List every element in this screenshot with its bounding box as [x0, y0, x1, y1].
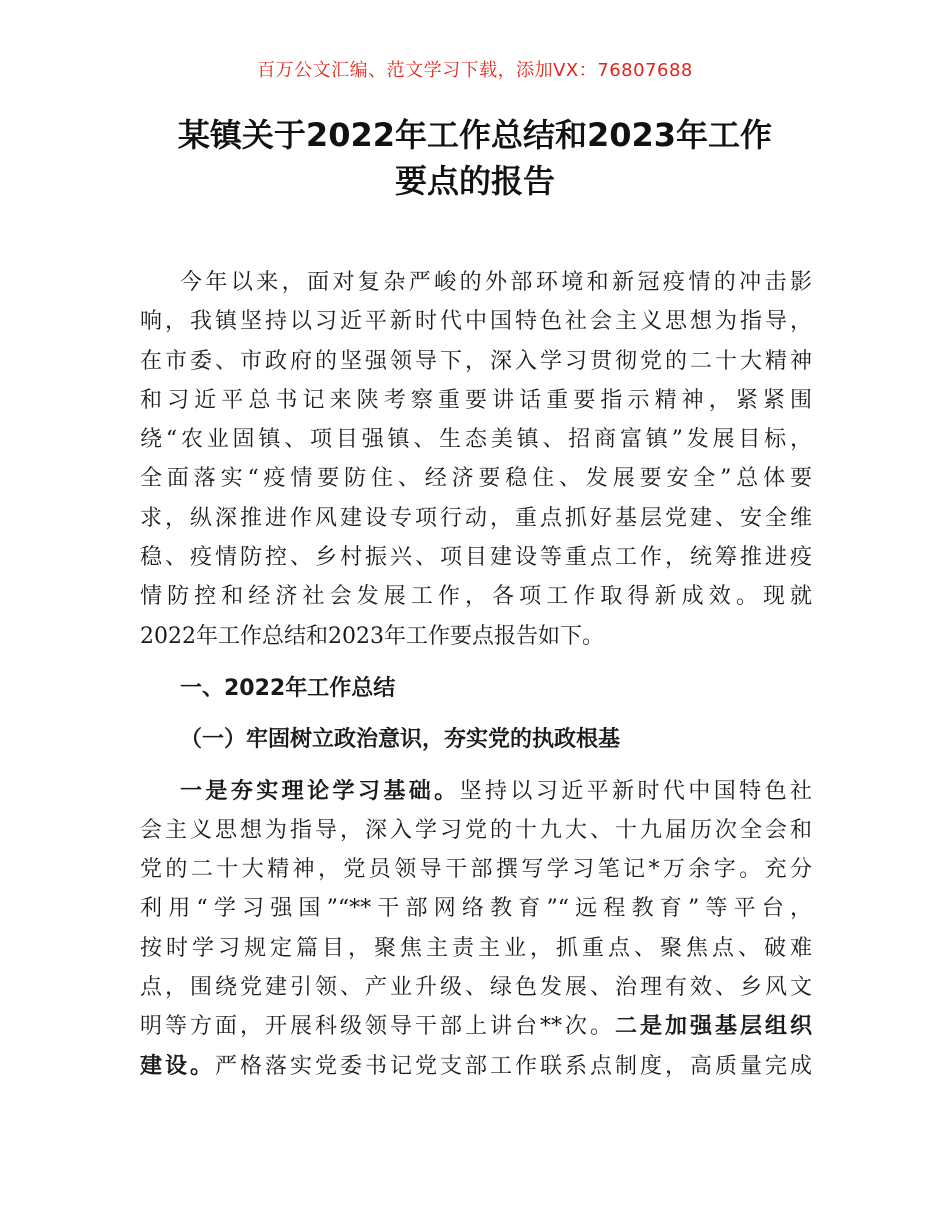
paragraph-lead-text: 坚持以习近平新时代中国特色社 — [459, 778, 812, 804]
intro-line: 求，纵深推进作风建设专项行动，重点抓好基层党建、安全维 — [140, 505, 812, 531]
paragraph-mixed-line — [140, 1007, 812, 1046]
intro-line: 2022年工作总结和2023年工作要点报告如下。 — [140, 623, 604, 649]
paragraph-line: 利用“学习强国”“**干部网络教育”“远程教育”等平台， — [140, 896, 812, 922]
paragraph-text: 明等方面，开展科级领导干部上讲台**次。 — [140, 1014, 615, 1040]
intro-line: 情防控和经济社会发展工作，各项工作取得新成效。现就 — [140, 584, 812, 610]
paragraph-line: 会主义思想为指导，深入学习党的十九大、十九届历次全会和 — [140, 817, 812, 843]
intro-line: 绕“农业固镇、项目强镇、生态美镇、招商富镇”发展目标， — [140, 427, 812, 453]
paragraph-point-bold: 二是加强基层组织 — [614, 1014, 812, 1040]
paragraph-line: 按时学习规定篇目，聚焦主责主业，抓重点、聚焦点、破难 — [140, 935, 812, 961]
intro-line: 在市委、市政府的坚强领导下，深入学习贯彻党的二十大精神 — [140, 348, 812, 374]
subsection-heading: （一）牢固树立政治意识，夯实党的执政根基 — [180, 727, 621, 753]
title-line-2: 要点的报告 — [394, 162, 555, 200]
title-line-1: 某镇关于2022年工作总结和2023年工作 — [177, 116, 773, 154]
watermark-banner: 百万公文汇编、范文学习下载，添加VX：76807688 — [257, 60, 693, 81]
document-title — [100, 112, 850, 204]
paragraph-text: 严格落实党委书记党支部工作联系点制度，高质量完成 — [215, 1053, 812, 1079]
section-heading: 一、2022年工作总结 — [180, 675, 396, 701]
intro-line: 稳、疫情防控、乡村振兴、项目建设等重点工作，统筹推进疫 — [140, 545, 812, 571]
intro-line: 响，我镇坚持以习近平新时代中国特色社会主义思想为指导， — [140, 309, 812, 335]
document-body — [140, 263, 812, 1086]
paragraph-line: 党的二十大精神，党员领导干部撰写学习笔记*万余字。充分 — [140, 857, 812, 883]
paragraph-line: 点，围绕党建引领、产业升级、绿色发展、治理有效、乡风文 — [140, 975, 812, 1001]
intro-line: 全面落实“疫情要防住、经济要稳住、发展要安全”总体要 — [140, 466, 812, 492]
paragraph-last-line — [140, 1047, 812, 1086]
paragraph-lead-bold: 一是夯实理论学习基础。 — [180, 778, 460, 804]
intro-line: 和习近平总书记来陕考察重要讲话重要指示精神，紧紧围 — [140, 387, 812, 413]
paragraph-first-line — [140, 772, 812, 811]
paragraph-point-bold: 建设。 — [140, 1053, 215, 1079]
intro-line: 今年以来，面对复杂严峻的外部环境和新冠疫情的冲击影 — [180, 270, 812, 295]
